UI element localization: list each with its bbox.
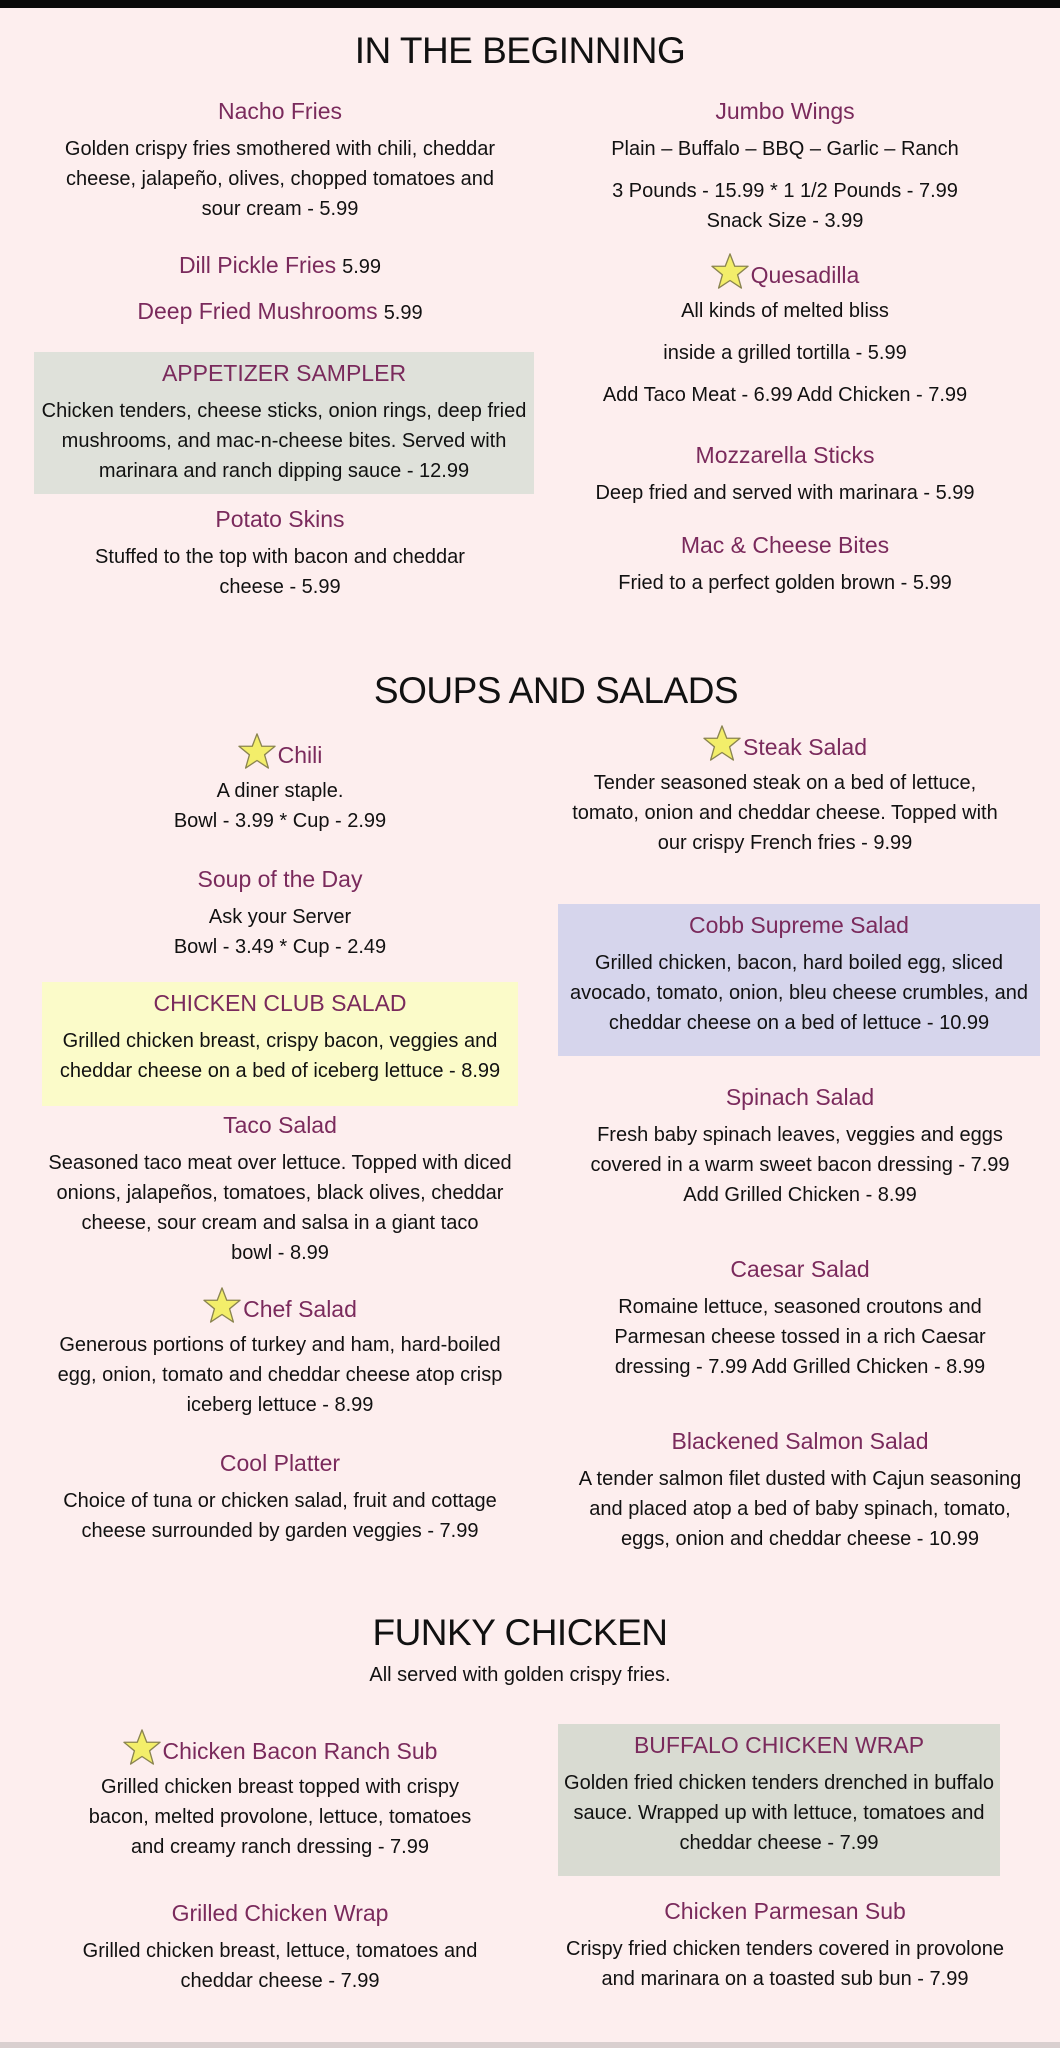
item-desc-line: our crispy French fries - 9.99: [657, 832, 913, 854]
menu-item-chicken-bacon-ranch-sub: [40, 1732, 520, 1862]
item-name: APPETIZER SAMPLER: [161, 360, 407, 386]
menu-item-soup-of-the-day: [40, 864, 520, 962]
section-subtitle-chicken: All served with golden crispy fries.: [369, 1664, 671, 1686]
menu-item-cobb-supreme-salad: [558, 904, 1040, 1056]
item-name: Mac & Cheese Bites: [680, 532, 890, 558]
item-desc-line: Tender seasoned steak on a bed of lettuce,: [593, 772, 977, 794]
star-icon: [238, 732, 276, 770]
menu-item-dill-pickle-fries: [40, 250, 520, 280]
item-desc-line: Snack Size - 3.99: [706, 210, 864, 232]
item-name: Taco Salad: [223, 1112, 337, 1138]
item-desc-line: egg, onion, tomato and cheddar cheese atop crisp: [57, 1364, 503, 1386]
menu-item-chicken-club-salad: [42, 982, 518, 1106]
item-price: 5.99: [383, 302, 423, 324]
item-desc-line: onions, jalapeños, tomatoes, black olives, cheddar: [56, 1182, 504, 1204]
item-desc-line: A tender salmon filet dusted with Cajun seasoning: [578, 1468, 1022, 1490]
item-desc-line: bacon, melted provolone, lettuce, tomatoes: [88, 1806, 472, 1828]
item-desc-line: Ask your Server: [208, 906, 352, 928]
item-desc-line: Parmesan cheese tossed in a rich Caesar: [614, 1326, 986, 1348]
item-desc-line: cheddar cheese on a bed of lettuce - 10.99: [608, 1012, 990, 1034]
item-name: Jumbo Wings: [715, 98, 855, 124]
item-desc-line: inside a grilled tortilla - 5.99: [663, 342, 907, 364]
item-name: Quesadilla: [750, 262, 860, 288]
item-name: Potato Skins: [215, 506, 345, 532]
menu-item-appetizer-sampler: [34, 352, 534, 494]
item-desc-line: cheddar cheese on a bed of iceberg lettuce - 8.99: [59, 1060, 501, 1082]
item-desc-line: Seasoned taco meat over lettuce. Topped with diced: [48, 1152, 512, 1174]
item-desc-line: A diner staple.: [216, 780, 344, 802]
menu-item-chef-salad: [40, 1290, 520, 1420]
item-desc-line: Crispy fried chicken tenders covered in provolone: [566, 1938, 1004, 1960]
item-desc-line: cheese, sour cream and salsa in a giant taco: [81, 1212, 479, 1234]
menu-item-chicken-parmesan-sub: [555, 1896, 1015, 1994]
item-name: Nacho Fries: [218, 98, 342, 124]
menu-item-mac-cheese-bites: [560, 530, 1010, 598]
menu-item-spinach-salad: [560, 1082, 1040, 1210]
item-name: Blackened Salmon Salad: [671, 1428, 929, 1454]
item-desc-line: Golden fried chicken tenders drenched in buffalo: [564, 1772, 994, 1794]
item-desc-line: sauce. Wrapped up with lettuce, tomatoes and: [573, 1802, 985, 1824]
item-desc-line: Add Grilled Chicken - 8.99: [683, 1184, 917, 1206]
star-icon: [711, 252, 749, 290]
item-desc-line: Golden crispy fries smothered with chili, cheddar: [64, 138, 496, 160]
item-desc-line: Chicken tenders, cheese sticks, onion rings, deep fried: [41, 400, 527, 422]
item-desc-line: Romaine lettuce, seasoned croutons and: [618, 1296, 982, 1318]
item-desc-line: avocado, tomato, onion, bleu cheese crumbles, and: [569, 982, 1029, 1004]
item-name: Dill Pickle Fries: [178, 252, 337, 278]
item-name: Soup of the Day: [197, 866, 363, 892]
item-name: Chicken Bacon Ranch Sub: [162, 1738, 438, 1764]
section-title-chicken: FUNKY CHICKEN: [372, 1612, 668, 1653]
item-desc-line: Fried to a perfect golden brown - 5.99: [618, 572, 952, 594]
item-desc-line: Grilled chicken breast, crispy bacon, veggies and: [62, 1030, 498, 1052]
item-desc-line: Add Taco Meat - 6.99 Add Chicken - 7.99: [602, 384, 968, 406]
item-name: Mozzarella Sticks: [695, 442, 875, 468]
item-desc-line: All kinds of melted bliss: [681, 300, 889, 322]
menu-item-caesar-salad: [560, 1254, 1040, 1382]
section-title-beginning: IN THE BEGINNING: [354, 30, 686, 71]
menu-item-grilled-chicken-wrap: [40, 1898, 520, 1996]
menu-item-cool-platter: [40, 1448, 520, 1546]
item-name: Deep Fried Mushrooms: [137, 298, 378, 324]
item-name: BUFFALO CHICKEN WRAP: [633, 1732, 925, 1758]
item-name: Chili: [277, 742, 323, 768]
menu-item-buffalo-chicken-wrap: [558, 1724, 1000, 1876]
item-name: Chicken Parmesan Sub: [664, 1898, 906, 1924]
menu-item-chili: [40, 736, 520, 836]
item-desc-line: and placed atop a bed of baby spinach, tomato,: [589, 1498, 1011, 1520]
item-desc-line: Grilled chicken, bacon, hard boiled egg, sliced: [594, 952, 1004, 974]
item-desc-line: covered in a warm sweet bacon dressing - 7.99: [590, 1154, 1010, 1176]
menu-item-deep-fried-mushrooms: [40, 296, 520, 326]
item-desc-line: cheddar cheese - 7.99: [679, 1832, 879, 1854]
item-name: Chef Salad: [243, 1296, 357, 1322]
item-desc-line: cheese, jalapeño, olives, chopped tomatoes and: [65, 168, 495, 190]
item-desc-line: Grilled chicken breast topped with crispy: [101, 1776, 459, 1798]
top-border: [0, 0, 1060, 8]
item-desc-line: Stuffed to the top with bacon and cheddar: [95, 546, 465, 568]
item-desc-line: and creamy ranch dressing - 7.99: [131, 1836, 429, 1858]
item-name: Grilled Chicken Wrap: [171, 1900, 389, 1926]
star-icon: [123, 1728, 161, 1766]
item-desc-line: dressing - 7.99 Add Grilled Chicken - 8.99: [614, 1356, 986, 1378]
item-desc-line: Generous portions of turkey and ham, hard-boiled: [59, 1334, 501, 1356]
item-desc-line: sour cream - 5.99: [201, 198, 359, 220]
item-name: Cobb Supreme Salad: [689, 912, 909, 938]
item-desc-line: tomato, onion and cheddar cheese. Topped with: [572, 802, 998, 824]
item-desc-line: Choice of tuna or chicken salad, fruit and cottage: [63, 1490, 497, 1512]
item-name: Spinach Salad: [725, 1084, 875, 1110]
item-desc-line: mushrooms, and mac-n-cheese bites. Served with: [61, 430, 507, 452]
item-desc-line: marinara and ranch dipping sauce - 12.99: [98, 460, 470, 482]
menu-item-jumbo-wings: [560, 96, 1010, 236]
bottom-border: [0, 2042, 1060, 2048]
item-name: Steak Salad: [742, 734, 868, 760]
item-desc-line: Grilled chicken breast, lettuce, tomatoes and: [82, 1940, 478, 1962]
item-desc-line: iceberg lettuce - 8.99: [186, 1394, 374, 1416]
item-desc-line: cheddar cheese - 7.99: [180, 1970, 380, 1992]
item-name: Cool Platter: [219, 1450, 341, 1476]
menu-item-nacho-fries: [40, 96, 520, 224]
item-name: Caesar Salad: [730, 1256, 870, 1282]
item-desc-line: cheese - 5.99: [219, 576, 341, 598]
item-flavors: Plain – Buffalo – BBQ – Garlic – Ranch: [611, 138, 959, 160]
menu-item-taco-salad: [40, 1110, 520, 1268]
item-desc-line: Deep fried and served with marinara - 5.99: [595, 482, 975, 504]
item-price: 5.99: [342, 256, 382, 278]
menu-item-potato-skins: [40, 504, 520, 602]
section-title-soups: SOUPS AND SALADS: [373, 670, 739, 711]
menu-item-steak-salad: [560, 728, 1010, 858]
item-desc-line: 3 Pounds - 15.99 * 1 1/2 Pounds - 7.99: [612, 180, 958, 202]
menu-item-mozzarella-sticks: [560, 440, 1010, 508]
item-desc-line: cheese surrounded by garden veggies - 7.99: [81, 1520, 479, 1542]
item-desc-line: eggs, onion and cheddar cheese - 10.99: [620, 1528, 980, 1550]
item-desc-line: bowl - 8.99: [231, 1242, 329, 1264]
item-name: CHICKEN CLUB SALAD: [153, 990, 407, 1016]
item-desc-line: Fresh baby spinach leaves, veggies and eggs: [597, 1124, 1003, 1146]
menu-item-quesadilla: [560, 256, 1010, 410]
menu-item-blackened-salmon-salad: [560, 1426, 1040, 1554]
item-desc-line: Bowl - 3.99 * Cup - 2.99: [173, 810, 387, 832]
star-icon: [203, 1286, 241, 1324]
item-desc-line: Bowl - 3.49 * Cup - 2.49: [173, 936, 387, 958]
star-icon: [703, 724, 741, 762]
item-desc-line: and marinara on a toasted sub bun - 7.99: [601, 1968, 969, 1990]
